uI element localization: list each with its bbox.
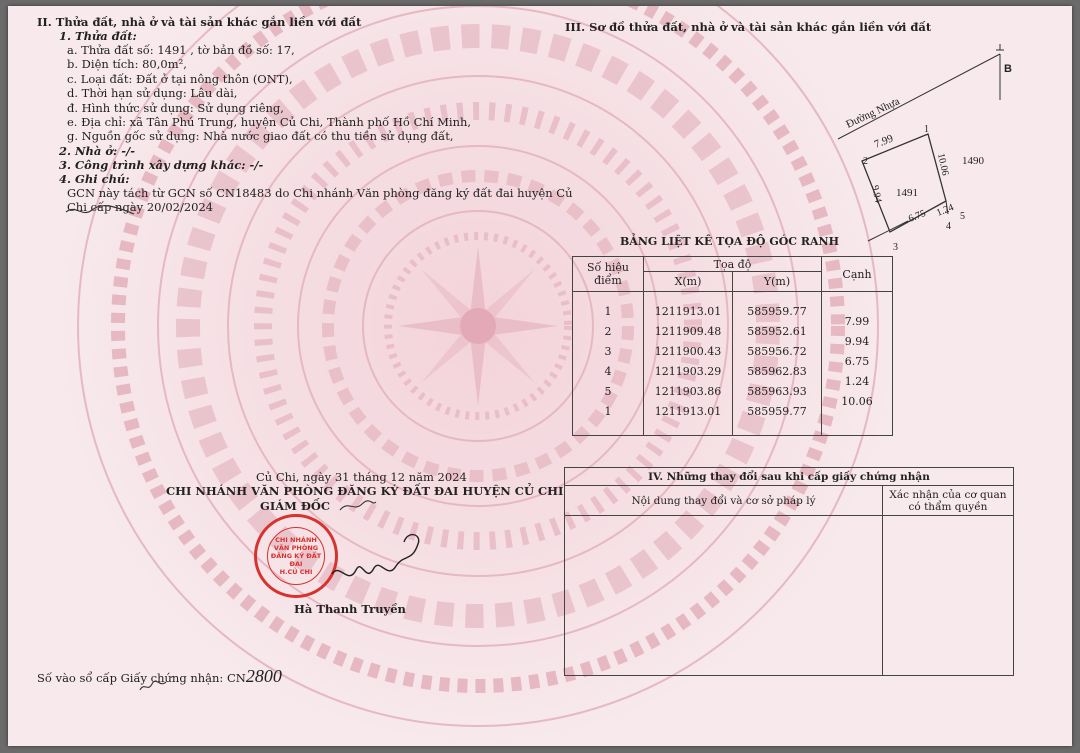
notes-label: 4. Ghi chú: bbox=[59, 172, 130, 186]
edge-cell: 9.94 bbox=[844, 335, 870, 348]
parcel-subheading: 1. Thửa đất: bbox=[59, 29, 137, 43]
y-cell: 585963.93 bbox=[747, 385, 807, 398]
approval-line: Xác nhận của cơ quan bbox=[889, 488, 1007, 501]
changes-table bbox=[564, 467, 1014, 676]
y-cell: 585959.77 bbox=[747, 305, 807, 318]
stamp-line: H.CỦ CHI bbox=[279, 568, 313, 576]
stamp-line: CHI NHÁNH bbox=[275, 536, 317, 544]
x-cell: 1211909.48 bbox=[654, 325, 722, 338]
point-1-label: 1 bbox=[924, 124, 929, 135]
point-2-label: 2 bbox=[863, 156, 868, 167]
edge-cell: 7.99 bbox=[844, 315, 870, 328]
parcel-sketch bbox=[788, 36, 1038, 256]
changes-title: IV. Những thay đổi sau khi cấp giấy chứng nhận bbox=[565, 468, 1014, 486]
point-cell: 3 bbox=[604, 345, 612, 358]
x-cell: 1211903.29 bbox=[654, 365, 722, 378]
coord-table bbox=[572, 256, 893, 436]
parcel-line: a. Thửa đất số: 1491 , tờ bản đồ số: 17, bbox=[67, 43, 295, 57]
edge-cell: 10.06 bbox=[841, 395, 873, 408]
parcel-line: b. Diện tích: 80,0m², bbox=[67, 57, 187, 72]
stamp-text bbox=[267, 527, 325, 585]
point-column bbox=[573, 292, 644, 436]
y-cell: 585962.83 bbox=[747, 365, 807, 378]
x-cell: 1211913.01 bbox=[654, 405, 722, 418]
parcel-line: d. Thời hạn sử dụng: Lâu dài, bbox=[67, 86, 238, 101]
side-left-label: 9.94 bbox=[869, 184, 884, 204]
house-info: 2. Nhà ở: -/- bbox=[59, 144, 136, 158]
issuing-office: CHI NHÁNH VĂN PHÒNG ĐĂNG KÝ ĐẤT ĐAI HUYỆN CỦ CHI bbox=[166, 484, 564, 498]
coord-table-title: BẢNG LIỆT KÊ TỌA ĐỘ GÓC RANH bbox=[620, 235, 840, 248]
header-y: Y(m) bbox=[733, 272, 822, 292]
point-4-label: 4 bbox=[946, 221, 951, 232]
initials-scribble bbox=[64, 202, 144, 220]
director-initial bbox=[338, 498, 378, 514]
side-top-label: 7.99 bbox=[872, 132, 895, 151]
y-cell: 585956.72 bbox=[747, 345, 807, 358]
road-label: Đường Nhựa bbox=[844, 95, 902, 131]
edge-cell: 1.24 bbox=[844, 375, 870, 388]
edge-cell: 6.75 bbox=[844, 355, 870, 368]
point-5-label: 5 bbox=[960, 211, 965, 222]
side-right-label: 10.06 bbox=[935, 152, 951, 177]
other-works-info: 3. Công trình xây dựng khác: -/- bbox=[59, 158, 264, 172]
parcel-line: e. Địa chỉ: xã Tân Phú Trung, huyện Củ Chi, Thành phố Hồ Chí Minh, bbox=[67, 115, 472, 130]
x-cell: 1211913.01 bbox=[654, 305, 722, 318]
section-iii-title: III. Sơ đồ thửa đất, nhà ở và tài sản khác gắn liền với đất bbox=[565, 20, 932, 34]
parcel-line: đ. Hình thức sử dụng: Sử dụng riêng, bbox=[67, 100, 284, 115]
certificate-page bbox=[8, 6, 1072, 746]
y-cell: 585959.77 bbox=[747, 405, 807, 418]
registry-label: Số vào sổ cấp Giấy chứng nhận: CN bbox=[37, 671, 246, 685]
edge-column bbox=[822, 292, 893, 436]
y-column bbox=[733, 292, 822, 436]
point-cell: 1 bbox=[604, 405, 612, 418]
north-label: B bbox=[1004, 63, 1012, 75]
side-bottom-label: 6.75 bbox=[907, 208, 928, 225]
registry-value: 2800 bbox=[245, 666, 282, 686]
x-cell: 1211903.86 bbox=[654, 385, 722, 398]
parcel-line: c. Loại đất: Đất ở tại nông thôn (ONT), bbox=[67, 71, 293, 86]
director-title: GIÁM ĐỐC bbox=[260, 499, 331, 513]
parcel-line: g. Nguồn gốc sử dụng: Nhà nước giao đất có thu tiền sử dụng đất, bbox=[67, 129, 454, 144]
director-name: Hà Thanh Truyền bbox=[294, 602, 406, 616]
header-edge: Cạnh bbox=[822, 257, 893, 292]
notes-line: GCN này tách từ GCN số CN18483 do Chi nhánh Văn phòng đăng ký đất đai huyện Củ bbox=[67, 186, 573, 200]
point-cell: 2 bbox=[604, 325, 612, 338]
director-signature bbox=[326, 524, 436, 594]
header-point: Số hiệu điểm bbox=[573, 257, 644, 292]
changes-col-content: Nội dung thay đổi và cơ sở pháp lý bbox=[565, 486, 883, 516]
notes-line: Chi cấp ngày 20/02/2024 bbox=[67, 200, 214, 215]
stamp-line: ĐĂNG KÝ ĐẤT ĐAI bbox=[270, 552, 322, 568]
section-ii-title: II. Thửa đất, nhà ở và tài sản khác gắn liền với đất bbox=[37, 15, 362, 29]
point-cell: 5 bbox=[604, 385, 612, 398]
header-coord: Tọa độ bbox=[644, 257, 822, 272]
parcel-details bbox=[67, 43, 471, 144]
x-column bbox=[644, 292, 733, 436]
y-cell: 585952.61 bbox=[747, 325, 807, 338]
parcel-number-label: 1491 bbox=[896, 187, 918, 199]
point-cell: 4 bbox=[604, 365, 612, 378]
stamp-line: VĂN PHÒNG bbox=[273, 544, 319, 552]
side-small-label: 1.24 bbox=[935, 202, 956, 219]
point-cell: 1 bbox=[604, 305, 612, 318]
approval-line: có thẩm quyền bbox=[908, 500, 988, 513]
issue-date: Củ Chi, ngày 31 tháng 12 năm 2024 bbox=[256, 470, 467, 484]
changes-approval-cell bbox=[883, 516, 1014, 676]
registry-initials bbox=[138, 678, 168, 694]
changes-col-approval bbox=[883, 486, 1014, 516]
x-cell: 1211900.43 bbox=[654, 345, 722, 358]
header-x: X(m) bbox=[644, 272, 733, 292]
changes-content-cell bbox=[565, 516, 883, 676]
neighbor-parcel-label: 1490 bbox=[962, 155, 984, 167]
point-3-label: 3 bbox=[893, 242, 898, 253]
